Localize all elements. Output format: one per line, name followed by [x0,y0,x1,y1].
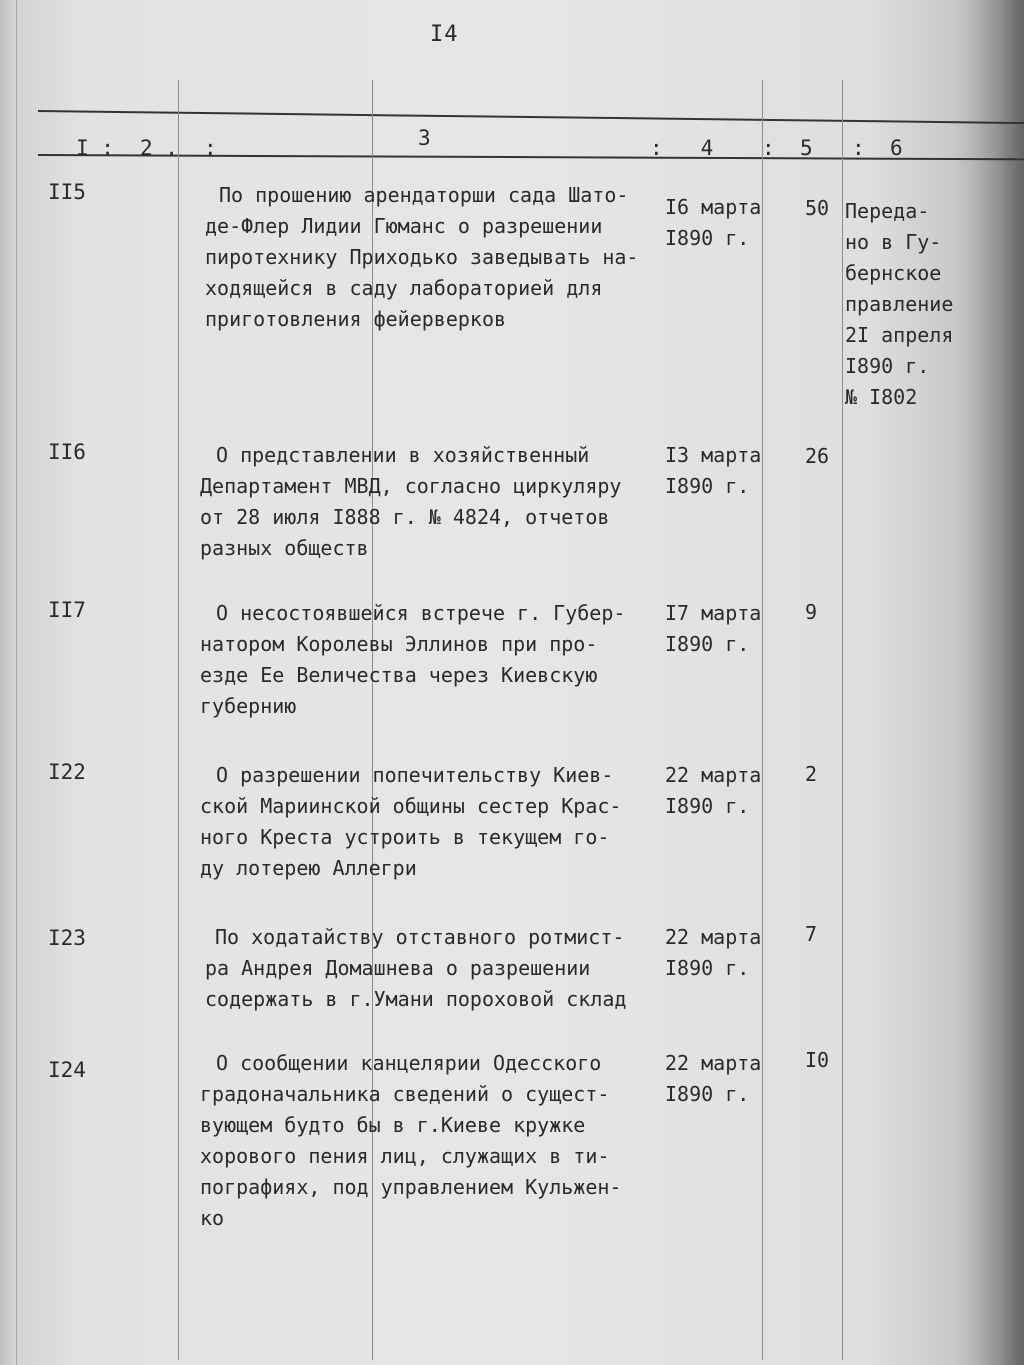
row-text: По прошению арендаторши сада Шато- де-Флер Лидии Гюманс о разрешении пиротехнику Приходько заведывать на- ходящейся в саду лабораторией для приготовления фейерверков [205,183,639,331]
row-text: О разрешении попечительству Киев- ской Мариинской общины сестер Крас- ного Креста устроить в текущем го- ду лотерею Аллегри [200,763,622,880]
row-note: Переда- но в Гу- бернское правление 2I апреля I890 г. № I802 [845,199,954,409]
row-sheets: 50 [805,196,830,220]
column-divider [762,80,763,1360]
row-sheets: 26 [805,444,830,468]
row-number: I23 [48,926,86,950]
row-sheets: 9 [805,600,818,624]
row-number: II7 [48,598,86,622]
row-date: 22 марта I890 г. [665,925,762,980]
row-date: I7 марта I890 г. [665,601,762,656]
row-number: II5 [48,180,86,204]
row-date: 22 марта I890 г. [665,763,762,818]
row-sheets: I0 [805,1048,830,1072]
header-top-rule [38,110,1024,124]
header-col-1: I : [76,136,114,160]
column-divider [842,80,843,1360]
row-date: I6 марта I890 г. [665,195,762,250]
row-date: 22 марта I890 г. [665,1051,762,1106]
row-text: О сообщении канцелярии Одесского градоначальника сведений о сущест- вующем будто бы в г.Киеве кружке хорового пения лиц, служащих в ти- пографиях, под управлением Кульжен- ко [200,1051,622,1230]
row-text: По ходатайству отставного ротмист- ра Андрея Домашнева о разрешении содержать в г.Умани пороховой склад [205,925,627,1011]
page-number: I4 [430,22,459,47]
header-col-4: : 4 [650,136,714,160]
header-col-5: : 5 [762,136,813,160]
column-divider [178,80,179,1360]
row-sheets: 2 [805,762,818,786]
header-col-2: 2 . [140,136,178,160]
row-text: О представлении в хозяйственный Департамент МВД, согласно циркуляру от 28 июля I888 г. № 4824, отчетов разных обществ [200,443,622,560]
row-number: I22 [48,760,86,784]
binding-edge [0,0,17,1365]
row-date: I3 марта I890 г. [665,443,762,498]
header-col-3: 3 [418,126,431,150]
row-text: О несостоявшейся встрече г. Губер- натором Королевы Эллинов при про- езде Ее Величества через Киевскую губернию [200,601,626,718]
header-sep: : [204,136,217,160]
row-sheets: 7 [805,922,818,946]
row-number: II6 [48,440,86,464]
row-number: I24 [48,1058,86,1082]
header-col-6: : 6 [852,136,903,160]
